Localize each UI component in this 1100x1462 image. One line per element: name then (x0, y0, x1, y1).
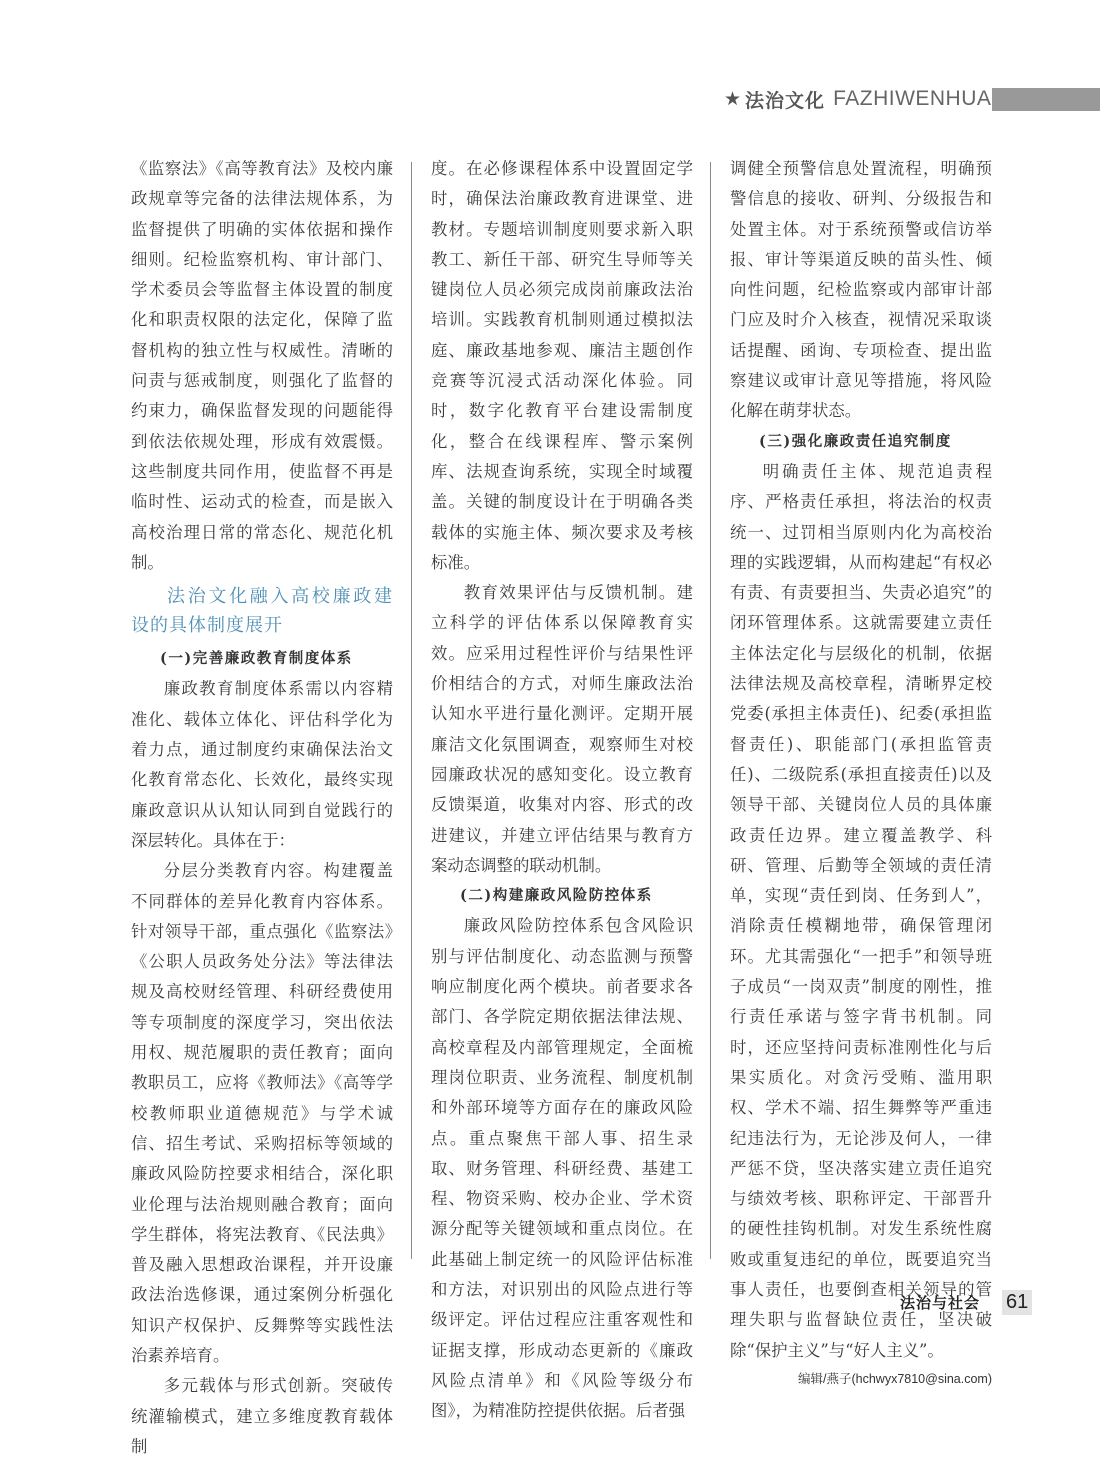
paragraph: 分层分类教育内容。构建覆盖不同群体的差异化教育内容体系。针对领导干部，重点强化《监察法》《公职人员政务处分法》等法律法规及高校财经管理、科研经费使用等专项制度的深度学习，突出依法用权、规范履职的责任教育；面向教职员工，应将《教师法》《高等学校教师职业道德规范》与学术诚信、招生考试、采购招标等领域的廉政风险防控要求相结合，深化职业伦理与法治规则融合教育；面向学生群体，将宪法教育、《民法典》普及融入思想政治课程，并开设廉政法治选修课，通过案例分析强化知识产权保护、反舞弊等实践性法治素养培育。 (131, 861, 393, 1365)
paragraph: 教育效果评估与反馈机制。建立科学的评估体系以保障教育实效。应采用过程性评价与结果性评价相结合的方式，对师生廉政法治认知水平进行量化测评。定期开展廉洁文化氛围调查，观察师生对校园廉政状况的感知变化。设立教育反馈渠道，收集对内容、形式的改进建议，并建立评估结果与教育方案动态调整的联动机制。 (431, 583, 693, 875)
subsection-title: (一)完善廉政教育制度体系 (160, 650, 353, 668)
article-column-3 (730, 154, 992, 1390)
paragraph: 《监察法》《高等教育法》及校内廉政规章等完备的法律法规体系，为监督提供了明确的实体依据和操作细则。纪检监察机构、审计部门、学术委员会等监督主体设置的制度化和职责权限的法定化，保障了监督机构的独立性与权威性。清晰的问责与惩戒制度，则强化了监督的约束力，确保监督发现的问题能得到依法依规处理，形成有效震慑。这些制度共同作用，使监督不再是临时性、运动式的检查，而是嵌入高校治理日常的常态化、规范化机制。 (131, 159, 393, 572)
article-column-1 (131, 154, 393, 1462)
column-divider (710, 162, 711, 1259)
paragraph: 明确责任主体、规范追责程序、严格责任承担，将法治的权责统一、过罚相当原则内化为高校治理的实践逻辑，从而构建起“有权必有责、有责要担当、失责必追究”的闭环管理体系。这就需要建立责任主体法定化与层级化的机制，依据法律法规及高校章程，清晰界定校党委(承担主体责任)、纪委(承担监督责任)、职能部门(承担监管责任)、二级院系(承担直接责任)以及领导干部、关键岗位人员的具体廉政责任边界。建立覆盖教学、科研、管理、后勤等全领域的责任清单，实现“责任到岗、任务到人”，消除责任模糊地带，确保管理闭环。尤其需强化“一把手”和领导班子成员“一岗双责”制度的刚性，推行责任承诺与签字背书机制。同时，还应坚持问责标准刚性化与后果实质化。对贪污受贿、滥用职权、学术不端、招生舞弊等严重违纪违法行为，无论涉及何人，一律严惩不贷，坚决落实建立责任追究与绩效考核、职称评定、干部晋升的硬性挂钩机制。对发生系统性腐败或重复违纪的单位，既要追究当事人责任，也要倒查相关领导的管理失职与监督缺位责任，坚决破除“保护主义”与“好人主义”。 (730, 461, 992, 1360)
paragraph: 廉政风险防控体系包含风险识别与评估制度化、动态监测与预警响应制度化两个模块。前者要求各部门、各学院定期依据法律法规、高校章程及内部管理规定，全面梳理岗位职责、业务流程、制度机制和外部环境等方面存在的廉政风险点。重点聚焦干部人事、招生录取、财务管理、科研经费、基建工程、物资采购、校办企业、学术资源分配等关键领域和重点岗位。在此基础上制定统一的风险评估标准和方法，对识别出的风险点进行等级评定。评估过程应注重客观性和证据支撑，形成动态更新的《廉政风险点清单》和《风险等级分布图》，为精准防控提供依据。后者强 (431, 916, 693, 1421)
paragraph: 多元载体与形式创新。突破传统灌输模式，建立多维度教育载体制 (131, 1376, 393, 1456)
star-icon: ★ (724, 88, 742, 110)
paragraph: 度。在必修课程体系中设置固定学时，确保法治廉政教育进课堂、进教材。专题培训制度则要求新入职教工、新任干部、研究生导师等关键岗位人员必须完成岗前廉政法治培训。实践教育机制则通过模拟法庭、廉政基地参观、廉洁主题创作竞赛等沉浸式活动深化体验。同时，数字化教育平台建设需制度化，整合在线课程库、警示案例库、法规查询系统，实现全时域覆盖。关键的制度设计在于明确各类载体的实施主体、频次要求及考核标准。 (431, 159, 693, 572)
editor-credit: 编辑/燕子(hchwyx7810@sina.com) (798, 1371, 992, 1386)
magazine-name: 法治与社会 (900, 1294, 981, 1312)
paragraph: 廉政教育制度体系需以内容精准化、载体立体化、评估科学化为着力点，通过制度约束确保法治文化教育常态化、长效化，最终实现廉政意识从认知认同到自觉践行的深层转化。具体在于： (131, 679, 393, 850)
subsection-title: (二)构建廉政风险防控体系 (460, 887, 653, 905)
column-divider (411, 162, 412, 1259)
section-name-en: FAZHIWENHUA (833, 87, 992, 110)
section-name-cn: 法治文化 (745, 89, 826, 112)
article-column-2 (431, 154, 693, 1426)
section-title: 法治文化融入高校廉政建设的具体制度展开 (131, 586, 393, 637)
paragraph: 调健全预警信息处置流程，明确预警信息的接收、研判、分级报告和处置主体。对于系统预警或信访举报、审计等渠道反映的苗头性、倾向性问题，纪检监察或内部审计部门应及时介入核查，视情况采取谈话提醒、函询、专项检查、提出监察建议或审计意见等措施，将风险化解在萌芽状态。 (730, 159, 992, 421)
page-footer (900, 1290, 1032, 1315)
header-decorative-bar (992, 88, 1100, 111)
page-number: 61 (1002, 1290, 1032, 1315)
subsection-title: (三)强化廉政责任追究制度 (759, 432, 952, 450)
section-header (724, 84, 991, 114)
